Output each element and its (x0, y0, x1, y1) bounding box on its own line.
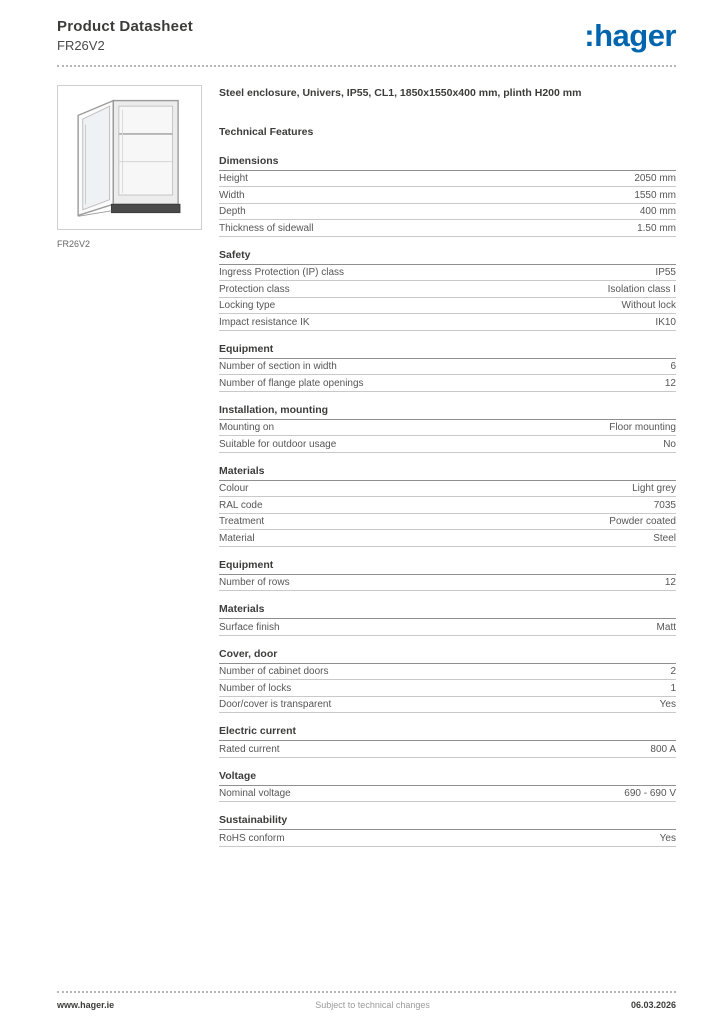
spec-value: Yes (659, 832, 676, 844)
spec-label: Protection class (219, 283, 290, 295)
spec-value: 690 - 690 V (624, 788, 676, 800)
spec-label: RAL code (219, 499, 263, 511)
spec-label: Height (219, 173, 248, 185)
spec-row (219, 619, 676, 636)
spec-label: Thickness of sidewall (219, 222, 314, 234)
spec-row (219, 281, 676, 298)
spec-label: Depth (219, 206, 246, 218)
header-divider (57, 65, 676, 67)
spec-value: 800 A (650, 743, 676, 755)
spec-label: Width (219, 189, 245, 201)
spec-row (219, 265, 676, 282)
spec-section (219, 725, 676, 758)
product-description: Steel enclosure, Univers, IP55, CL1, 1850x1550x400 mm, plinth H200 mm (219, 87, 582, 99)
page-footer (57, 991, 676, 1010)
spec-value: Yes (659, 699, 676, 711)
spec-label: Locking type (219, 300, 276, 312)
footer-divider (57, 991, 676, 993)
spec-section (219, 249, 676, 331)
spec-label: Number of locks (219, 682, 292, 694)
spec-value: 2 (670, 666, 676, 678)
spec-section (219, 465, 676, 547)
spec-section-title: Installation, mounting (219, 404, 676, 420)
content-area (57, 85, 676, 859)
page-title: Product Datasheet (57, 18, 193, 35)
spec-value: Floor mounting (609, 422, 676, 434)
footer-website: www.hager.ie (57, 1000, 115, 1010)
spec-label: Number of flange plate openings (219, 377, 364, 389)
spec-label: Rated current (219, 743, 280, 755)
spec-label: Number of cabinet doors (219, 666, 329, 678)
spec-label: Colour (219, 483, 249, 495)
technical-sections (219, 155, 676, 847)
spec-value: 12 (664, 577, 676, 589)
spec-value: Matt (656, 621, 676, 633)
spec-row (219, 187, 676, 204)
enclosure-drawing-icon (67, 93, 192, 223)
spec-row (219, 359, 676, 376)
footer-row (57, 1000, 676, 1010)
spec-value: 2050 mm (634, 173, 676, 185)
spec-label: Ingress Protection (IP) class (219, 267, 345, 279)
product-reference: FR26V2 (57, 38, 105, 53)
spec-row (219, 680, 676, 697)
footer-date: 06.03.2026 (630, 1000, 676, 1010)
spec-section (219, 603, 676, 636)
spec-row (219, 298, 676, 315)
spec-label: Door/cover is transparent (219, 699, 332, 711)
spec-value: 7035 (653, 499, 676, 511)
spec-value: Light grey (632, 483, 676, 495)
spec-row (219, 220, 676, 237)
technical-features-title: Technical Features (219, 125, 314, 138)
spec-label: Mounting on (219, 422, 275, 434)
spec-row (219, 497, 676, 514)
footer-note: Subject to technical changes (315, 1000, 430, 1010)
spec-section-title: Equipment (219, 343, 676, 359)
spec-row (219, 514, 676, 531)
spec-row (219, 420, 676, 437)
spec-value: Without lock (621, 300, 676, 312)
spec-row (219, 830, 676, 847)
spec-label: Impact resistance IK (219, 316, 310, 328)
spec-section-title: Sustainability (219, 814, 676, 830)
product-image (57, 85, 202, 230)
spec-label: Number of section in width (219, 361, 337, 373)
spec-value: IP55 (655, 267, 676, 279)
spec-value: No (663, 438, 676, 450)
spec-row (219, 530, 676, 547)
spec-value: 1550 mm (634, 189, 676, 201)
spec-row (219, 481, 676, 498)
spec-section (219, 559, 676, 592)
hager-logo (584, 20, 676, 51)
spec-section (219, 155, 676, 237)
spec-row (219, 741, 676, 758)
spec-section-title: Cover, door (219, 648, 676, 664)
spec-section-title: Materials (219, 603, 676, 619)
spec-section-title: Safety (219, 249, 676, 265)
spec-section (219, 770, 676, 803)
spec-value: 6 (670, 361, 676, 373)
spec-value: IK10 (655, 316, 676, 328)
spec-row (219, 436, 676, 453)
spec-section (219, 814, 676, 847)
page-header (57, 18, 676, 53)
spec-label: Suitable for outdoor usage (219, 438, 337, 450)
spec-value: 1.50 mm (637, 222, 676, 234)
spec-value: Powder coated (609, 516, 676, 528)
spec-section-title: Materials (219, 465, 676, 481)
spec-row (219, 664, 676, 681)
spec-section-title: Equipment (219, 559, 676, 575)
spec-row (219, 697, 676, 714)
spec-label: Treatment (219, 516, 265, 528)
product-image-column (57, 85, 202, 859)
spec-value: Steel (653, 532, 676, 544)
spec-row (219, 171, 676, 188)
spec-label: RoHS conform (219, 832, 285, 844)
spec-row (219, 786, 676, 803)
spec-section (219, 404, 676, 453)
spec-section (219, 648, 676, 714)
spec-value: 400 mm (639, 206, 676, 218)
spec-section-title: Dimensions (219, 155, 676, 171)
spec-value: 12 (664, 377, 676, 389)
spec-row (219, 314, 676, 331)
specs-column (219, 85, 676, 859)
spec-row (219, 204, 676, 221)
spec-section (219, 343, 676, 392)
hager-logo-colon: : (584, 18, 595, 53)
spec-value: 1 (670, 682, 676, 694)
spec-label: Surface finish (219, 621, 280, 633)
spec-label: Nominal voltage (219, 788, 291, 800)
header-titles (57, 18, 193, 53)
spec-row (219, 575, 676, 592)
spec-section-title: Voltage (219, 770, 676, 786)
spec-row (219, 375, 676, 392)
product-image-caption: FR26V2 (57, 239, 91, 249)
spec-label: Material (219, 532, 255, 544)
hager-logo-text: hager (594, 18, 676, 53)
spec-label: Number of rows (219, 577, 290, 589)
spec-section-title: Electric current (219, 725, 676, 741)
spec-value: Isolation class I (607, 283, 676, 295)
